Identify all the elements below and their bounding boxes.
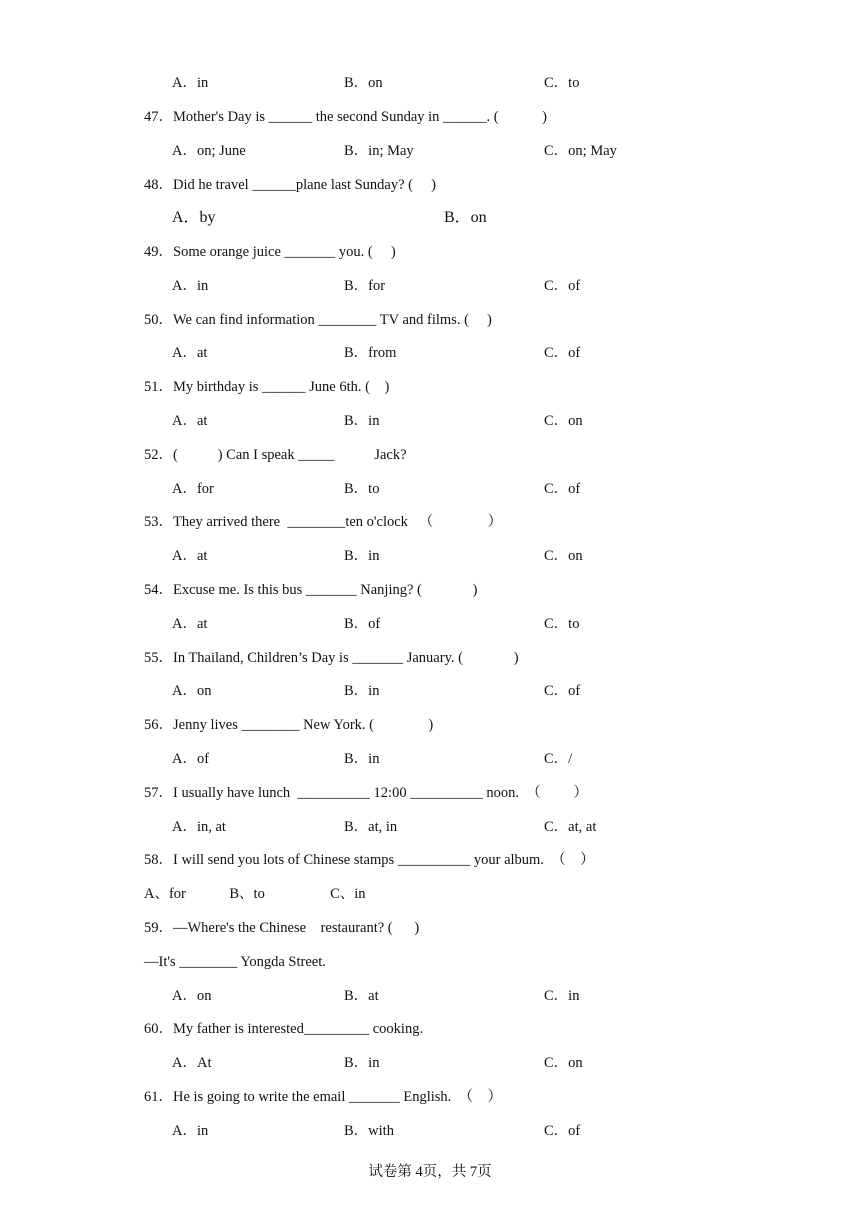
q52-option-a: A．for bbox=[172, 481, 214, 497]
q61-option-c: C．of bbox=[544, 1123, 581, 1139]
q53-option-c: C．on bbox=[544, 548, 583, 564]
q55-option-a: A．on bbox=[172, 683, 212, 699]
q50-option-c: C．of bbox=[544, 345, 581, 361]
q49-option-c: C．of bbox=[544, 278, 581, 294]
q47-option-b: B．in; May bbox=[344, 143, 414, 159]
q54-stem: 54．Excuse me. Is this bus _______ Nanjing? ( ) bbox=[144, 582, 478, 598]
q51-option-a: A．at bbox=[172, 413, 208, 429]
q58-options: A、for B、to C、in bbox=[144, 886, 366, 902]
q51-option-c: C．on bbox=[544, 413, 583, 429]
q49-option-a: A．in bbox=[172, 278, 209, 294]
q46-option-b: B．on bbox=[344, 75, 383, 91]
q59-answer-line: —It's ________ Yongda Street. bbox=[144, 954, 326, 970]
q59-option-a: A．on bbox=[172, 988, 212, 1004]
q54-option-a: A．at bbox=[172, 616, 208, 632]
q46-option-a: A．in bbox=[172, 75, 209, 91]
q51-option-b: B．in bbox=[344, 413, 380, 429]
q47-option-a: A．on; June bbox=[172, 143, 246, 159]
q50-option-b: B．from bbox=[344, 345, 397, 361]
q48-option-a: A．by bbox=[172, 209, 216, 226]
q57-stem: 57．I usually have lunch __________ 12:00 __________ noon. （ ） bbox=[144, 785, 588, 801]
q54-option-b: B．of bbox=[344, 616, 381, 632]
q49-stem: 49．Some orange juice _______ you. ( ) bbox=[144, 244, 396, 260]
q48-stem: 48．Did he travel ______plane last Sunday? ( ) bbox=[144, 177, 436, 193]
q52-option-b: B．to bbox=[344, 481, 380, 497]
q59-option-b: B．at bbox=[344, 988, 379, 1004]
q56-stem: 56．Jenny lives ________ New York. ( ) bbox=[144, 717, 434, 733]
q61-option-a: A．in bbox=[172, 1123, 209, 1139]
q52-stem: 52．( ) Can I speak _____ Jack? bbox=[144, 447, 407, 463]
q59-stem: 59．—Where's the Chinese restaurant? ( ) bbox=[144, 920, 420, 936]
q53-option-b: B．in bbox=[344, 548, 380, 564]
q46-option-c: C．to bbox=[544, 75, 580, 91]
q53-option-a: A．at bbox=[172, 548, 208, 564]
q53-stem: 53．They arrived there ________ten o'clock （ ） bbox=[144, 514, 503, 530]
q55-option-c: C．of bbox=[544, 683, 581, 699]
page-footer: 试卷第 4页，共 7页 bbox=[368, 1164, 492, 1180]
q55-stem: 55．In Thailand, Children’s Day is _______ January. ( ) bbox=[144, 650, 519, 666]
q58-stem: 58．I will send you lots of Chinese stamps __________ your album. （ ） bbox=[144, 852, 595, 868]
q57-option-c: C．at, at bbox=[544, 819, 597, 835]
q57-option-b: B．at, in bbox=[344, 819, 398, 835]
q60-stem: 60．My father is interested_________ cooking. bbox=[144, 1021, 424, 1037]
q59-option-c: C．in bbox=[544, 988, 580, 1004]
q47-stem: 47．Mother's Day is ______ the second Sunday in ______. ( ) bbox=[144, 109, 547, 125]
q51-stem: 51．My birthday is ______ June 6th. ( ) bbox=[144, 379, 390, 395]
q57-option-a: A．in, at bbox=[172, 819, 226, 835]
q50-stem: 50．We can find information ________ TV and films. ( ) bbox=[144, 312, 492, 328]
q56-option-a: A．of bbox=[172, 751, 210, 767]
q61-stem: 61．He is going to write the email _______ English. （ ） bbox=[144, 1089, 503, 1105]
q60-option-b: B．in bbox=[344, 1055, 380, 1071]
q61-option-b: B．with bbox=[344, 1123, 394, 1139]
q50-option-a: A．at bbox=[172, 345, 208, 361]
q47-option-c: C．on; May bbox=[544, 143, 617, 159]
q56-option-b: B．in bbox=[344, 751, 380, 767]
q55-option-b: B．in bbox=[344, 683, 380, 699]
q48-option-b: B．on bbox=[444, 209, 487, 226]
q60-option-a: A．At bbox=[172, 1055, 212, 1071]
q56-option-c: C．/ bbox=[544, 751, 573, 767]
q49-option-b: B．for bbox=[344, 278, 386, 294]
q60-option-c: C．on bbox=[544, 1055, 583, 1071]
q54-option-c: C．to bbox=[544, 616, 580, 632]
q52-option-c: C．of bbox=[544, 481, 581, 497]
